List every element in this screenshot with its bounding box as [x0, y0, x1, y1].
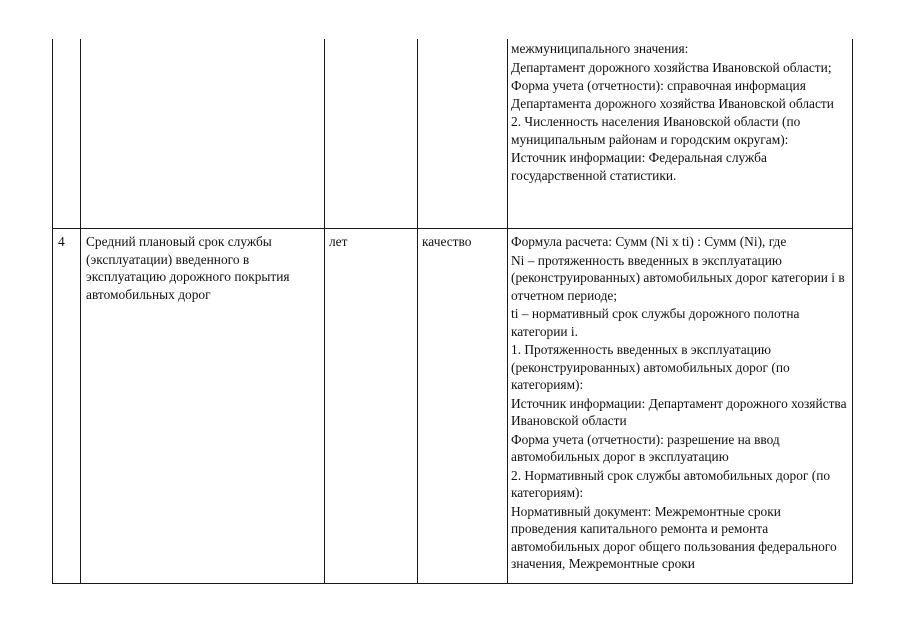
description-paragraph: Форма учета (отчетности): разрешение на ввод автомобильных дорог в эксплуатацию — [511, 431, 780, 464]
description-paragraph: ti – нормативный срок службы дорожного полотна категории i. — [511, 306, 800, 339]
indicator-type-cell: качество — [422, 234, 472, 249]
description-paragraph: Нормативный документ: Межремонтные сроки проведения капитального ремонта и ремонта автомобильных дорог общего пользования федерального значения, Межремонтные сроки — [511, 503, 837, 571]
row-divider — [52, 228, 853, 229]
indicator-name-cell: Средний плановый срок службы (эксплуатации) введенного в эксплуатацию дорожного покрытия автомобильных дорог — [86, 234, 290, 302]
description-paragraph: Департамент дорожного хозяйства Ивановской области; — [511, 59, 832, 75]
description-paragraph: 2. Нормативный срок службы автомобильных дорог (по категориям): — [511, 467, 831, 500]
description-paragraph: Источник информации: Федеральная служба государственной статистики. — [511, 150, 767, 183]
row-4-description-cell — [511, 233, 849, 574]
unit-cell: лет — [329, 234, 348, 249]
table-border-left — [52, 39, 53, 584]
description-paragraph: межмуниципального значения: — [511, 41, 689, 56]
description-paragraph: Формула расчета: Сумм (Ni x ti) : Сумм (Ni), где — [511, 234, 787, 249]
description-paragraph: Источник информации: Департамент дорожного хозяйства Ивановской области — [511, 395, 847, 428]
row-number-cell: 4 — [58, 234, 65, 249]
description-paragraph: 1. Протяженность введенных в эксплуатацию (реконструированных) автомобильных дорог (по категориям): — [511, 342, 790, 392]
column-divider-1 — [80, 39, 81, 584]
continuation-description-cell — [511, 40, 849, 185]
column-divider-3 — [417, 39, 418, 584]
description-paragraph: Ni – протяженность введенных в эксплуатацию (реконструированных) автомобильных дорог категории i в отчетном периоде; — [511, 252, 845, 303]
table-border-right — [852, 39, 853, 584]
table-border-bottom — [52, 583, 853, 584]
description-paragraph: 2. Численность населения Ивановской области (по муниципальным районам и городским округам): — [511, 114, 801, 147]
column-divider-2 — [324, 39, 325, 584]
description-paragraph: Форма учета (отчетности): справочная информация Департамента дорожного хозяйства Ивановской области — [511, 78, 834, 111]
column-divider-4 — [507, 39, 508, 584]
